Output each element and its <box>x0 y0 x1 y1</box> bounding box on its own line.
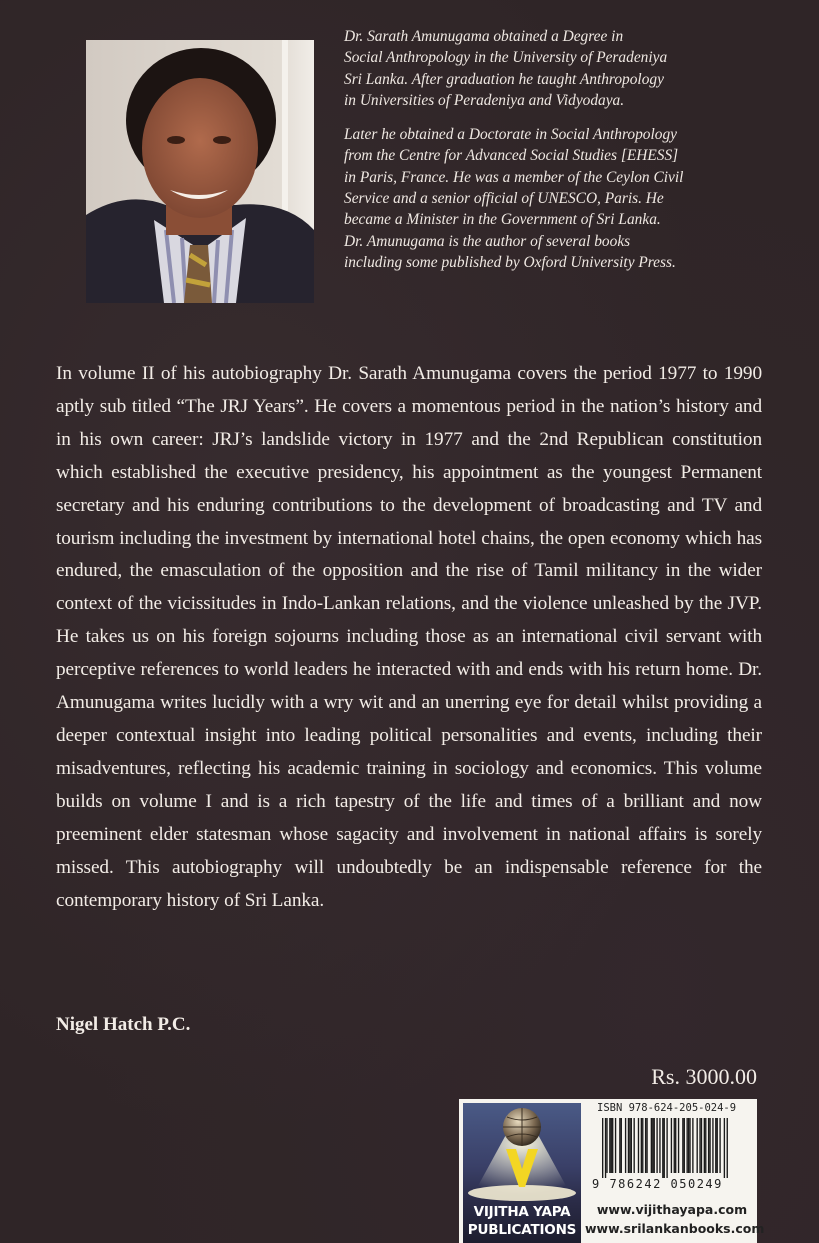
barcode-bar <box>675 1118 676 1173</box>
barcode-bar <box>659 1118 660 1173</box>
barcode-bar <box>664 1118 665 1178</box>
bio-line: Dr. Amunugama is the author of several books <box>344 232 631 250</box>
publisher-name-line-2: PUBLICATIONS <box>467 1222 577 1238</box>
bio-line: including some published by Oxford University Press. <box>344 253 676 271</box>
barcode-bar <box>642 1118 643 1173</box>
barcode-bar <box>724 1118 725 1178</box>
barcode-bar <box>631 1118 632 1173</box>
barcode-bar <box>646 1118 647 1173</box>
barcode-bar <box>628 1118 629 1173</box>
barcode-bar <box>705 1118 706 1173</box>
barcode-bar <box>641 1118 642 1173</box>
barcode-bar <box>621 1118 622 1173</box>
barcode-bar <box>678 1118 679 1173</box>
barcode-bars <box>602 1118 728 1178</box>
publisher-logo <box>463 1103 581 1243</box>
bio-line: Service and a senior official of UNESCO, Paris. He <box>344 190 664 208</box>
bio-line: in Universities of Peradeniya and Vidyodaya. <box>344 91 625 109</box>
barcode-label <box>459 1099 765 1243</box>
barcode-bar <box>704 1118 705 1173</box>
bio-line: Sri Lanka. After graduation he taught Anthropology <box>344 70 664 88</box>
barcode-bar <box>719 1118 720 1173</box>
barcode-bar <box>682 1118 683 1173</box>
bio-line: from the Centre for Advanced Social Studies [EHESS] <box>344 147 679 165</box>
barcode-bar <box>666 1118 667 1178</box>
barcode-bar <box>697 1118 698 1173</box>
author-bio-paragraph-2 <box>344 124 774 273</box>
barcode-bar <box>652 1118 653 1173</box>
barcode-bar <box>709 1118 710 1173</box>
blurb-signature: Nigel Hatch P.C. <box>56 1014 191 1035</box>
barcode-bar <box>684 1118 685 1173</box>
barcode-bar <box>686 1118 687 1173</box>
barcode-bar <box>638 1118 639 1173</box>
barcode-bar <box>645 1118 646 1173</box>
author-bio-paragraph-1 <box>344 26 774 111</box>
publisher-name-line-1: VIJITHA YAPA <box>473 1204 571 1220</box>
barcode-bar <box>629 1118 630 1173</box>
globe-v-logo-icon <box>463 1103 581 1203</box>
barcode-bar <box>602 1118 603 1178</box>
price-label: Rs. 3000.00 <box>651 1064 757 1089</box>
author-bio <box>344 26 774 273</box>
barcode-bar <box>688 1118 689 1173</box>
isbn-text: ISBN 978-624-205-024-9 <box>597 1102 737 1114</box>
barcode-bar <box>634 1118 635 1173</box>
bio-line: Later he obtained a Doctorate in Social Anthropology <box>344 126 678 144</box>
bio-line: Social Anthropology in the University of Peradeniya <box>344 49 668 67</box>
barcode-bar <box>625 1118 626 1173</box>
barcode-bar <box>715 1118 716 1173</box>
bio-line: in Paris, France. He was a member of the Ceylon Civil <box>344 168 684 186</box>
barcode-bar <box>609 1118 610 1173</box>
barcode-bar <box>699 1118 700 1173</box>
barcode-bar <box>692 1118 693 1173</box>
barcode-bar <box>656 1118 657 1173</box>
barcode-bar <box>671 1118 672 1173</box>
barcode-bar <box>708 1118 709 1173</box>
book-blurb: In volume II of his autobiography Dr. Sarath Amunugama covers the period 1977 to 1990 aptly sub titled “The JRJ Years”. He covers a momentous period in the nation’s history and in his own career: JRJ’s landslide victory in 1977 and the 2nd Republican constitution which established the executive presidency, his appointment as the youngest Permanent secretary and his enduring contributions to the development of broadcasting and TV and tourism including the investment by international hotel chains, the open economy which has endured, the emasculation of the opposition and the rise of Tamil militancy in the wider context of the vicissitudes in Indo-Lankan relations, and the violence unleashed by the JVP. He takes us on his foreign sojourns including those as an international civil servant with perceptive references to world leaders he interacted with and ends with his return home. Dr. Amunugama writes lucidly with a wry wit and an unerring eye for detail whilst providing a deeper contextual insight into leading political personalities and events, including their misadventures, reflecting his academic training in sociology and economics. This volume builds on volume I and is a rich tapestry of the life and times of a brilliant and now preeminent elder statesman whose sagacity and involvement in national affairs is sorely missed. This autobiography will undoubtedly be an indispensable reference for the contemporary history of Sri Lanka. <box>56 363 762 911</box>
barcode-bar <box>689 1118 690 1173</box>
barcode-bar <box>654 1118 655 1173</box>
barcode-bar <box>674 1118 675 1173</box>
barcode-bar <box>615 1118 616 1173</box>
barcode-bar <box>612 1118 613 1173</box>
author-portrait-image <box>86 40 314 303</box>
bio-line: became a Minister in the Government of Sri Lanka. <box>344 211 661 229</box>
website-link[interactable]: www.vijithayapa.com <box>596 1202 748 1217</box>
barcode-bar <box>605 1118 606 1178</box>
barcode-bar <box>611 1118 612 1173</box>
barcode-bar <box>651 1118 652 1173</box>
barcode-bar <box>727 1118 728 1178</box>
bio-line: Dr. Sarath Amunugama obtained a Degree in <box>344 28 624 45</box>
barcode-bar <box>619 1118 620 1173</box>
barcode-bar <box>712 1118 713 1173</box>
barcode-bar <box>662 1118 663 1178</box>
author-photo <box>86 40 314 303</box>
barcode-digits: 9 786242 050249 <box>592 1177 723 1191</box>
barcode-bar <box>701 1118 702 1173</box>
barcode-bar <box>717 1118 718 1173</box>
website-link[interactable]: www.srilankanbooks.com <box>585 1221 765 1236</box>
barcode-bar <box>606 1118 607 1173</box>
